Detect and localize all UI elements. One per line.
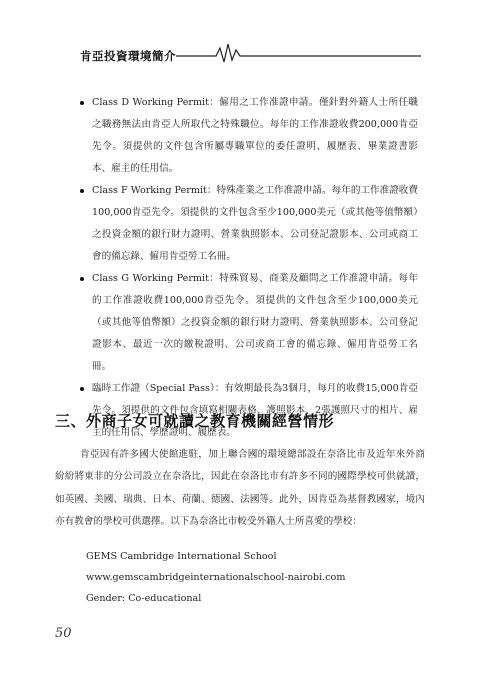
section-paragraph: 肯亞因有許多國大使館進駐，加上聯合國的環境總部設在奈洛比市及近年來外商紛紛將東非的分公司設立在奈洛比，因此在奈洛比市有許多不同的國際學校可供就讀，如英國、美國、瑞典、日本、荷蘭、德國、法國等。此外，因肯亞為基督教國家，境內亦有教會的學校可供選擇。以下為奈洛比市較受外籍人士所喜愛的學校： — [55, 449, 425, 527]
page-number: 50 — [55, 626, 72, 641]
list-item: 臨時工作證（Special Pass）：有效期最長為3個月，每月的收費15,000肯亞先令。須提供的文件包含填寫相關表格、護照影本、2張護照尺寸的相片、雇主的任用信、學歷證明、履歷表。 — [80, 378, 418, 444]
list-item: Class D Working Permit：僱用之工作准證申請。僅針對外籍人士所任職之職務無法由肯亞人所取代之特殊職位。每年的工作准證收費200,000肯亞先令。須提供的文件包含所屬專職單位的委任證明、履歷表、畢業證書影本、雇主的任用信。 — [80, 92, 418, 180]
list-item: Class G Working Permit：特殊貿易、商業及顧問之工作准證申請。每年的工作准證收費100,000肯亞先令。須提供的文件包含至少100,000美元（或其他等值幣額）之投資金額的銀行財力證明、營業執照影本、公司登記證影本、最近一次的繳稅證明、公司或商工會的備忘錄、僱用肯亞勞工名冊。 — [80, 268, 418, 378]
heartbeat-line-icon — [176, 40, 422, 64]
header-title: 肯亞投資環境簡介 — [80, 49, 176, 63]
school-name: GEMS Cambridge International School — [86, 551, 277, 562]
section-heading: 三、外商子女可就讀之教育機關經營情形 — [55, 412, 335, 430]
school-gender: Gender: Co-educational — [86, 593, 202, 604]
list-item: Class F Working Permit：特殊產業之工作准證申請。每年的工作准證收費100,000肯亞先令。須提供的文件包含至少100,000美元（或其他等值幣額）之投資金額的銀行財力證明、營業執照影本、公司登記證影本、公司或商工會的備忘錄、僱用肯亞勞工名冊。 — [80, 180, 418, 268]
permit-list — [80, 92, 418, 444]
page-header — [0, 0, 480, 72]
school-website: www.gemscambridgeinternationalschool-nairobi.com — [86, 572, 346, 583]
